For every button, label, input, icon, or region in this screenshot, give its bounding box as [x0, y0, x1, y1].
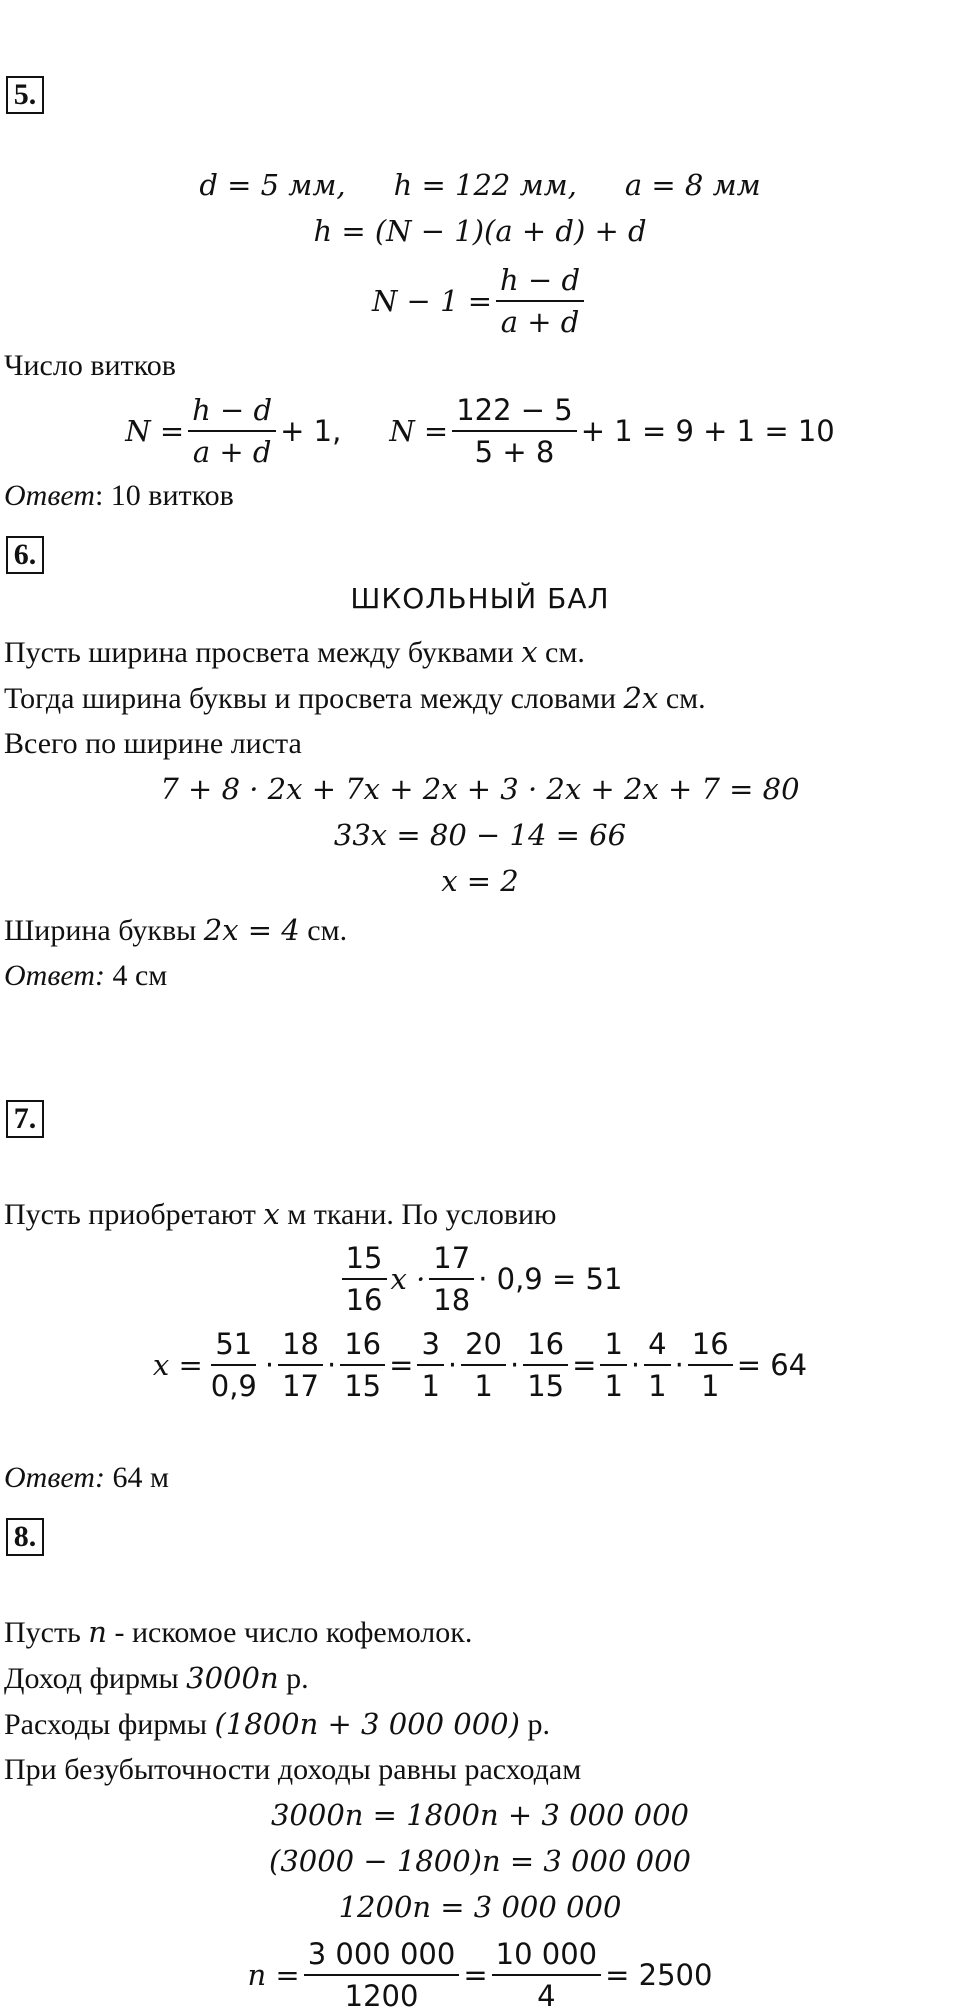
- p7-eq2-operator: ·: [264, 1348, 275, 1382]
- p6-equation-3: x = 2: [441, 864, 519, 898]
- p6-line2-text: Тогда ширина буквы и просвета между словами: [4, 682, 624, 715]
- p5-eq3a-fraction: [188, 392, 276, 470]
- p8-line1-var: n: [88, 1615, 107, 1649]
- p6-equation-2: 33x = 80 − 14 = 66: [333, 818, 627, 852]
- p8-equation-3: 1200n = 3 000 000: [338, 1890, 622, 1924]
- p8-line-3: [4, 1706, 550, 1743]
- problem-7-number: 7.: [6, 1100, 44, 1138]
- p7-eq2-operator: =: [572, 1348, 597, 1382]
- p7-eq2-numerator: 16: [523, 1326, 568, 1366]
- p7-eq1-mid: x ·: [390, 1262, 426, 1296]
- p8-line3-text: Расходы фирмы: [4, 1708, 215, 1741]
- p5-eq3b-right: + 1 = 9 + 1 = 10: [580, 414, 835, 448]
- p5-answer: [4, 478, 234, 514]
- p7-line1-var: x: [263, 1197, 280, 1231]
- p8-equation-1: 3000n = 1800n + 3 000 000: [270, 1798, 690, 1832]
- p6-line1-text: Пусть ширина просвета между буквами: [4, 636, 522, 669]
- p5-given-a: a = 8 мм: [624, 168, 761, 202]
- problem-5-number: 5.: [6, 76, 44, 114]
- p6-equation-1: 7 + 8 · 2x + 7x + 2x + 3 · 2x + 2x + 7 = 80: [160, 772, 800, 806]
- p7-eq2-fraction: [644, 1326, 670, 1404]
- p5-equation-1: h = (N − 1)(a + d) + d: [313, 214, 647, 248]
- p5-eq3a-denominator: a + d: [192, 435, 272, 469]
- p6-answer: [4, 958, 167, 994]
- p7-eq1-f2-denominator: 18: [433, 1283, 471, 1317]
- p7-eq2-operator: = 64: [736, 1348, 808, 1382]
- p7-line-1: [4, 1196, 556, 1233]
- p6-line2-unit: см.: [658, 682, 706, 715]
- p7-eq2-operator: ·: [674, 1348, 684, 1382]
- p8-line1-rest: - искомое число кофемолок.: [106, 1616, 473, 1649]
- p7-answer: [4, 1460, 169, 1496]
- p7-eq2-denominator: 1: [604, 1369, 623, 1403]
- p5-eq3a-numerator: h − d: [188, 392, 276, 432]
- p7-answer-value: 64 м: [104, 1461, 169, 1494]
- p7-eq2-denominator: 1: [421, 1369, 440, 1403]
- p7-eq2-denominator: 0,9: [210, 1369, 257, 1403]
- p8-eq4-right: = 2500: [605, 1958, 713, 1992]
- p5-eq3b-fraction: [452, 392, 577, 470]
- p8-line2-unit: р.: [278, 1662, 309, 1695]
- p8-line-4: При безубыточности доходы равны расходам: [4, 1753, 582, 1786]
- p7-eq2-numerator: 16: [688, 1326, 733, 1366]
- p7-eq2-left: x =: [152, 1348, 203, 1382]
- p7-eq2-operator: ·: [447, 1348, 458, 1382]
- p6-line4-text: Ширина буквы: [4, 914, 204, 947]
- p7-eq2-numerator: 20: [461, 1326, 506, 1366]
- p8-eq4-f2-denominator: 4: [537, 1979, 556, 2013]
- p5-equation-2: [0, 262, 960, 340]
- p6-line-3: Всего по ширине листа: [4, 727, 302, 760]
- p7-eq1-f2-numerator: 17: [429, 1240, 474, 1280]
- p7-eq2-denominator: 15: [344, 1369, 382, 1403]
- p5-eq3a-right: + 1,: [280, 414, 342, 448]
- p7-eq1-f1-denominator: 16: [345, 1283, 383, 1317]
- p8-eq4-equals: =: [463, 1958, 488, 1992]
- p5-given-values: [0, 168, 960, 202]
- p8-equation-4: [0, 1936, 960, 2014]
- p8-eq4-left: n =: [247, 1958, 300, 1992]
- p6-title: ШКОЛЬНЫЙ БАЛ: [350, 582, 610, 615]
- p7-eq2-operator: ·: [327, 1348, 337, 1382]
- p7-eq2-numerator: 1: [600, 1326, 626, 1366]
- p7-eq2-fraction: [688, 1326, 733, 1404]
- p7-eq2-fraction: [600, 1326, 626, 1404]
- p8-eq4-fraction-2: [492, 1936, 601, 2014]
- p6-line1-unit: см.: [537, 636, 585, 669]
- p7-eq2-denominator: 17: [282, 1369, 319, 1403]
- p7-eq2-denominator: 1: [474, 1369, 493, 1403]
- p7-answer-label: Ответ:: [4, 1461, 105, 1494]
- p8-equation-2: (3000 − 1800)n = 3 000 000: [269, 1844, 691, 1878]
- p7-equation-1: [0, 1240, 960, 1318]
- p7-equation-2: [0, 1326, 960, 1404]
- p6-line-2: [4, 680, 706, 717]
- p5-given-h: h = 122 мм,: [393, 168, 577, 202]
- p7-eq2-numerator: 51: [211, 1326, 256, 1366]
- p8-line3-expr: (1800n + 3 000 000): [214, 1707, 520, 1741]
- p5-eq2-left: N − 1 =: [371, 284, 493, 318]
- p7-eq2-fraction: [523, 1326, 568, 1404]
- p8-line2-text: Доход фирмы: [4, 1662, 187, 1695]
- p5-coils-label: Число витков: [4, 349, 176, 382]
- p7-eq2-operator: ·: [630, 1348, 641, 1382]
- p6-line-4: [4, 912, 347, 949]
- p5-answer-value: : 10 витков: [94, 479, 234, 512]
- p7-eq1-f1-numerator: 15: [342, 1240, 387, 1280]
- p8-line-2: [4, 1660, 309, 1697]
- p7-eq2-operator: ·: [510, 1348, 520, 1382]
- p7-eq2-fraction: [417, 1326, 443, 1404]
- p8-eq4-f1-numerator: 3 000 000: [304, 1936, 460, 1976]
- p8-eq4-f1-denominator: 1200: [344, 1979, 419, 2013]
- p7-eq2-denominator: 1: [701, 1369, 720, 1403]
- p5-eq3b-numerator: 122 − 5: [452, 392, 577, 432]
- p6-line-1: [4, 634, 585, 671]
- p7-line1-text: Пусть приобретают: [4, 1198, 264, 1231]
- p8-eq4-f2-numerator: 10 000: [492, 1936, 601, 1976]
- problem-6-number: 6.: [6, 536, 44, 574]
- p8-line3-unit: р.: [519, 1708, 550, 1741]
- p7-eq2-numerator: 3: [417, 1326, 443, 1366]
- problem-8-number: 8.: [6, 1518, 44, 1556]
- p7-eq2-denominator: 15: [527, 1369, 565, 1403]
- p5-given-d: d = 5 мм,: [199, 168, 346, 202]
- p6-line4-unit: см.: [299, 914, 348, 947]
- p7-eq2-operator: =: [389, 1348, 414, 1382]
- p7-eq1-right: · 0,9 = 51: [478, 1262, 623, 1296]
- p5-eq3b-left: N =: [389, 414, 449, 448]
- p6-answer-value: 4 см: [104, 959, 168, 992]
- p5-eq3a-left: N =: [125, 414, 185, 448]
- p8-eq4-fraction-1: [304, 1936, 460, 2014]
- p7-eq2-numerator: 16: [340, 1326, 385, 1366]
- p5-eq2-numerator: h − d: [496, 262, 584, 302]
- p6-answer-label: Ответ:: [4, 959, 105, 992]
- p7-eq2-fraction: [461, 1326, 506, 1404]
- p5-eq2-denominator: a + d: [500, 305, 580, 339]
- p5-equation-3: [0, 392, 960, 470]
- p6-line1-var: x: [521, 635, 538, 669]
- p7-eq2-denominator: 1: [648, 1369, 667, 1403]
- p7-line1-rest: м ткани. По условию: [279, 1198, 557, 1231]
- p7-eq2-numerator: 18: [278, 1326, 323, 1366]
- p8-line1-text: Пусть: [4, 1616, 89, 1649]
- p7-eq2-fraction: [207, 1326, 261, 1404]
- p7-eq1-fraction-2: [429, 1240, 474, 1318]
- p7-eq2-fraction: [278, 1326, 323, 1404]
- p6-line2-var: 2x: [623, 681, 659, 715]
- p5-eq3b-denominator: 5 + 8: [474, 435, 555, 469]
- p7-eq2-fraction: [340, 1326, 385, 1404]
- p7-eq2-numerator: 4: [644, 1326, 670, 1366]
- p7-eq1-fraction-1: [342, 1240, 387, 1318]
- p5-eq2-fraction: [496, 262, 584, 340]
- p8-line2-expr: 3000n: [186, 1661, 279, 1695]
- p8-line-1: [4, 1614, 472, 1651]
- p6-line4-expr: 2x = 4: [203, 913, 300, 947]
- p5-answer-label: Ответ: [4, 479, 95, 512]
